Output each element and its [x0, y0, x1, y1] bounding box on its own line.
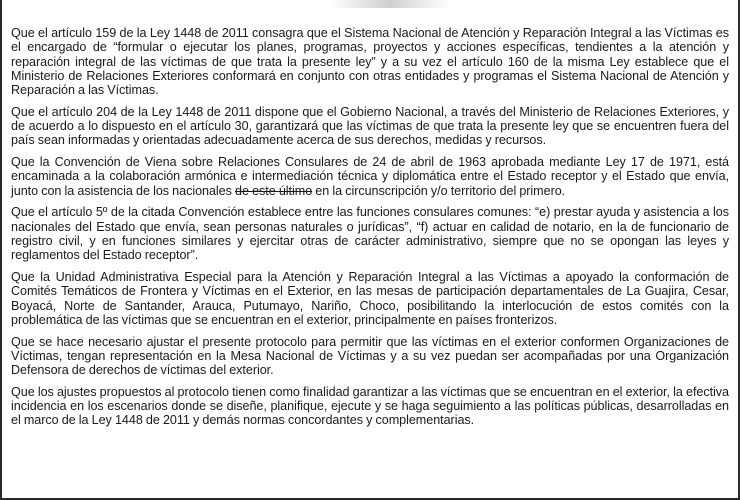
struck-text: de este último [235, 183, 313, 198]
paragraph-vienna-text-start: Que la Convención de Viena sobre Relaciones Consulares de 24 de abril de 1963 aprobada mediante Ley 17 de 1971, está encaminada a la colaboración armónica e intermediación técnica y diplomática entre el Estado receptor y el Estado que envía, junto con la asistencia de los nacionales [11, 155, 729, 198]
paragraph-article-204: Que el artículo 204 de la Ley 1448 de 2011 dispone que el Gobierno Nacional, a través del Ministerio de Relaciones Exteriores, y de acuerdo a lo dispuesto en el artículo 30, garantizará que las víctimas de que trata la presente ley que se encuentren fuera del país sean informadas y orientadas adecuadamente acerca de sus derechos, medidas y recursos. [11, 104, 729, 148]
document-body [11, 26, 729, 435]
paragraph-article-5: Que el artículo 5º de la citada Convención establece entre las funciones consulares comunes: “e) prestar ayuda y asistencia a los nacionales del Estado que envía, sean personas naturales o jurídicas”, “f) actuar en calidad de notario, en la de funcionario de registro civil, y en funciones similares y ejercitar otras de carácter administrativo, siempre que no se opongan las leyes y reglamentos del Estado receptor”. [11, 205, 729, 263]
paragraph-unidad-administrativa: Que la Unidad Administrativa Especial para la Atención y Reparación Integral a las Víctimas a apoyado la conformación de Comités Temáticos de Frontera y Víctimas en el Exterior, en las mesas de participación departamentales de La Guajira, Cesar, Boyacá, Norte de Santander, Arauca, Putumayo, Nariño, Choco, posibilitando la interlocución de estos comités con la problemática de las víctimas que se encuentran en el exterior, principalmente en países fronterizos. [11, 270, 729, 327]
paragraph-adjustment-purpose: Que los ajustes propuestos al protocolo tienen como finalidad garantizar a las víctimas que se encuentran en el exterior, la efectiva incidencia en los escenarios donde se diseñe, planifique, ejecute y se haga seguimiento a las políticas públicas, desarrolladas en el marco de la Ley 1448 de 2011 y demás normas concordantes y complementarias. [11, 384, 729, 428]
paragraph-article-159: Que el artículo 159 de la Ley 1448 de 2011 consagra que el Sistema Nacional de Atención y Reparación Integral a las Víctimas es el encargado de “formular o ejecutar los planes, programas, proyectos y acciones específicas, tendientes a la atención y reparación integral de las víctimas de que trata la presente ley” y a su vez el artículo 160 de la misma Ley establece que el Ministerio de Relaciones Exteriores conformará en conjunto con otras entidades y programas el Sistema Nacional de Atención y Reparación a las Víctimas. [11, 26, 729, 98]
paragraph-vienna-convention [11, 155, 729, 198]
paragraph-vienna-text-end: en la circunscripción y/o territorio del primero. [312, 183, 566, 198]
scan-smudge [330, 0, 450, 8]
paragraph-protocol-adjustment: Que se hace necesario ajustar el presente protocolo para permitir que las víctimas en el exterior conformen Organizaciones de Víctimas, tengan representación en la Mesa Nacional de Víctimas y a su vez puedan ser acompañadas por una Organización Defensora de derechos de víctimas del exterior. [11, 334, 729, 378]
